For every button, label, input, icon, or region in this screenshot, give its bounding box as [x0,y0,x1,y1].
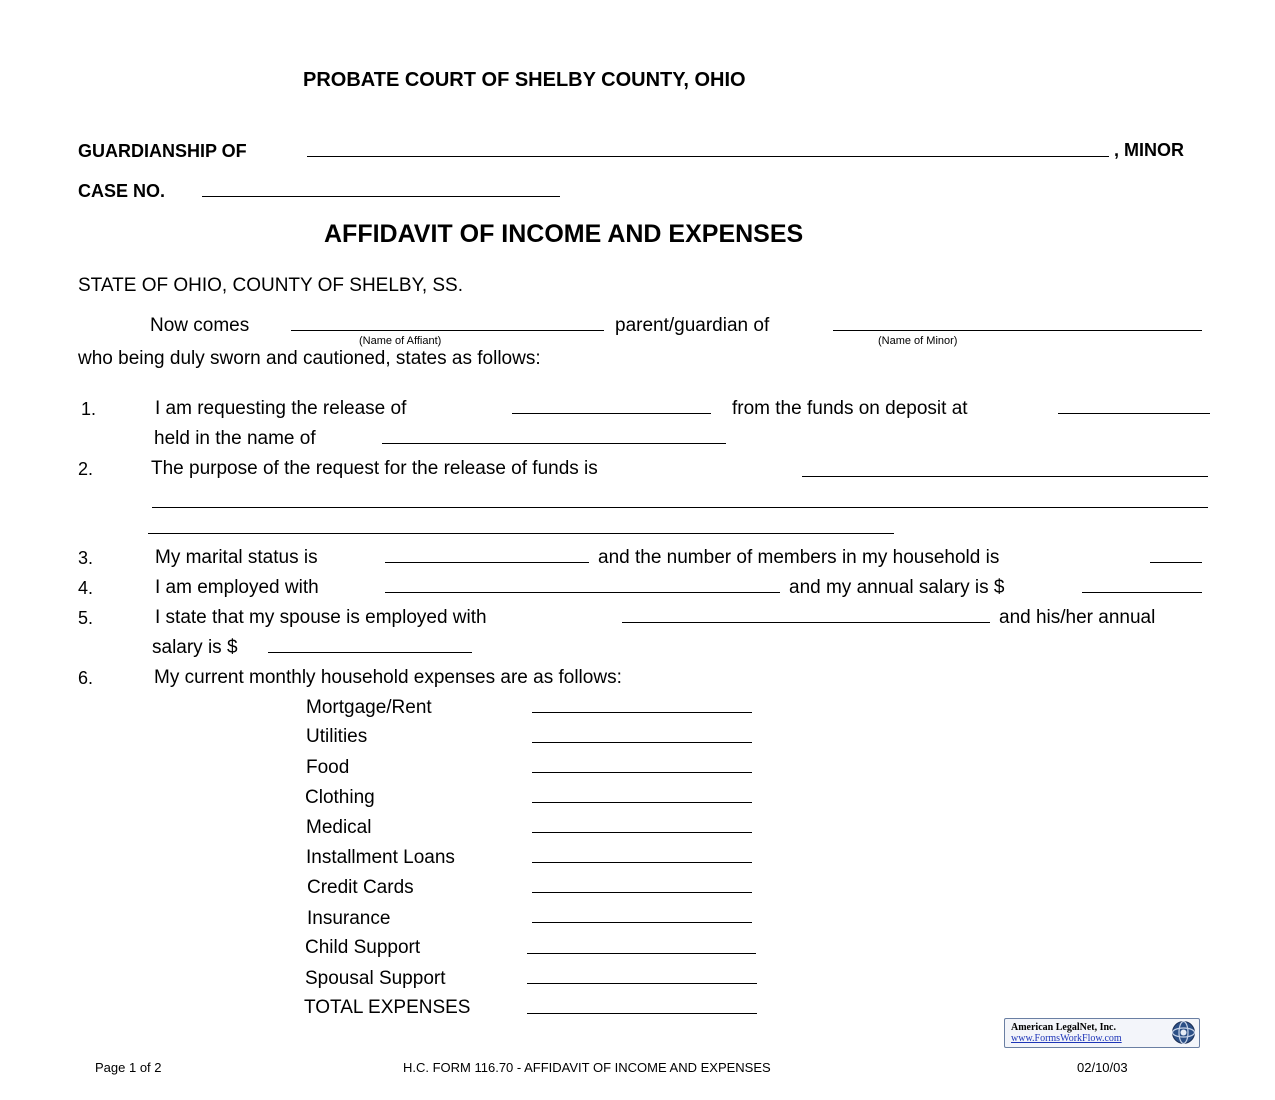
employer-field[interactable] [385,592,780,593]
item-number: 6. [78,668,94,688]
expense-label-clothing: Clothing [305,787,375,808]
form-title: AFFIDAVIT OF INCOME AND EXPENSES [324,220,804,248]
expense-field-spousal-support[interactable] [527,983,757,984]
form-identifier: H.C. FORM 116.70 - AFFIDAVIT OF INCOME AND EXPENSES [403,1060,771,1075]
item5-text-b: and his/her annual [999,607,1156,628]
expense-field-installment-loans[interactable] [532,862,752,863]
affiant-name-field[interactable] [291,330,604,331]
release-amount-field[interactable] [512,413,711,414]
expense-field-utilities[interactable] [532,742,752,743]
guardianship-label: GUARDIANSHIP OF [78,141,247,161]
item2-text: The purpose of the request for the release of funds is [151,458,598,479]
minor-caption: (Name of Minor) [878,335,958,347]
expense-label-insurance: Insurance [307,908,391,929]
minor-name-field[interactable] [833,330,1202,331]
sworn-text: who being duly sworn and cautioned, states as follows: [78,348,541,369]
deposit-location-field[interactable] [1058,413,1210,414]
page-number: Page 1 of 2 [95,1060,162,1075]
item3-text-a: My marital status is [155,547,318,568]
marital-status-field[interactable] [385,562,589,563]
expense-label-mortgage-rent: Mortgage/Rent [306,697,432,718]
expense-field-mortgage-rent[interactable] [532,712,752,713]
expense-label-food: Food [306,757,350,778]
form-date: 02/10/03 [1077,1060,1128,1075]
item-number: 3. [78,548,94,568]
expense-label-credit-cards: Credit Cards [307,877,414,898]
item-number: 5. [78,608,94,628]
case-number-field[interactable] [202,196,560,197]
globe-icon [1171,1020,1196,1045]
court-name: PROBATE COURT OF SHELBY COUNTY, OHIO [303,69,746,91]
minor-label: , MINOR [1114,140,1184,160]
item5-text-c: salary is $ [152,637,238,658]
annual-salary-field[interactable] [1082,592,1202,593]
venue-text: STATE OF OHIO, COUNTY OF SHELBY, SS. [78,275,464,296]
item4-text-b: and my annual salary is $ [789,577,1005,598]
expense-field-clothing[interactable] [532,802,752,803]
household-members-field[interactable] [1150,562,1202,563]
expense-label-installment-loans: Installment Loans [306,847,455,868]
expense-field-medical[interactable] [532,832,752,833]
item3-text-b: and the number of members in my household is [598,547,1000,568]
item4-text-a: I am employed with [155,577,319,598]
expense-field-credit-cards[interactable] [532,892,752,893]
now-comes-text: Now comes [150,315,250,336]
purpose-field-line1[interactable] [802,476,1208,477]
item1-text-a: I am requesting the release of [155,398,407,419]
expense-field-insurance[interactable] [532,922,752,923]
expense-field-child-support[interactable] [527,953,756,954]
spouse-salary-field[interactable] [268,652,472,653]
guardianship-name-field[interactable] [307,156,1109,157]
affiant-caption: (Name of Affiant) [359,335,442,347]
item1-text-c: held in the name of [154,428,316,449]
purpose-field-line2[interactable] [152,507,1208,508]
expense-label-utilities: Utilities [306,726,368,747]
expense-field-food[interactable] [532,772,752,773]
spouse-employer-field[interactable] [622,622,990,623]
purpose-field-line3[interactable] [148,533,894,534]
logo-company-name: American LegalNet, Inc. [1011,1022,1116,1033]
item-number: 4. [78,578,94,598]
american-legalnet-logo [1004,1018,1200,1048]
logo-url-link[interactable]: www.FormsWorkFlow.com [1011,1033,1122,1044]
expense-label-medical: Medical [306,817,372,838]
expense-label-spousal-support: Spousal Support [305,968,446,989]
case-number-label: CASE NO. [78,181,166,201]
item6-text: My current monthly household expenses are as follows: [154,667,622,688]
item-number: 2. [78,459,94,479]
expense-label-total: TOTAL EXPENSES [304,997,471,1018]
item5-text-a: I state that my spouse is employed with [155,607,487,628]
held-name-field[interactable] [382,443,726,444]
item-number: 1. [81,399,97,419]
expense-label-child-support: Child Support [305,937,421,958]
item1-text-b: from the funds on deposit at [732,398,968,419]
expense-field-total[interactable] [527,1013,757,1014]
parent-guardian-text: parent/guardian of [615,315,770,336]
